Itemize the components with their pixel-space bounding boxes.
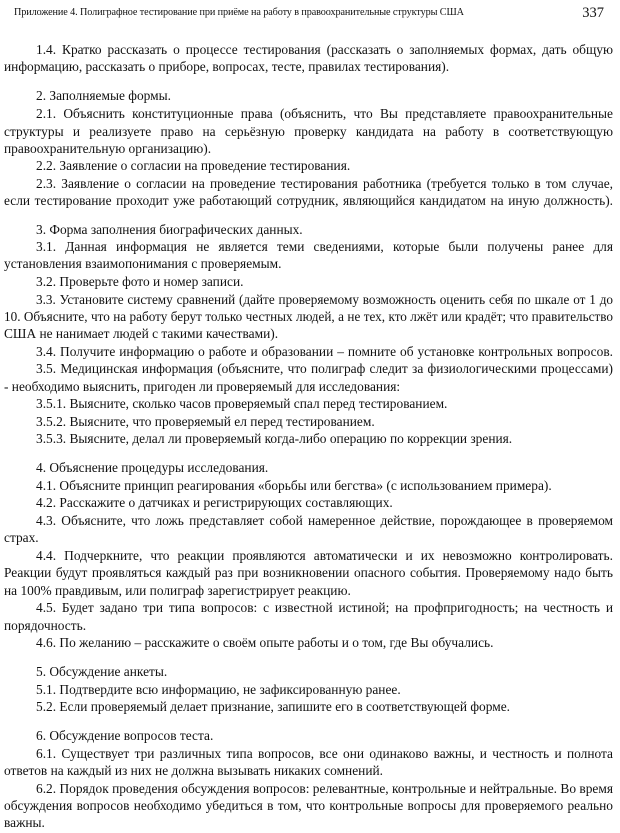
- paragraph-line: 2.3. Заявление о согласии на проведение тестирования работника (требуется только в том случае,: [36, 176, 613, 191]
- section-heading: 5. Обсуждение анкеты.: [36, 664, 168, 679]
- paragraph-line: США не нанимает людей с такими качествами).: [4, 326, 279, 341]
- paragraph-line: 3.2. Проверьте фото и номер записи.: [36, 274, 244, 289]
- paragraph-line: 4.5. Будет задано три типа вопросов: с известной истиной; на профпригодность; на честность и: [36, 600, 613, 615]
- paragraph-line: важны.: [4, 815, 45, 830]
- paragraph-line: 4.1. Объясните принцип реагирования «борьбы или бегства» (с использованием примера).: [36, 478, 552, 493]
- paragraph-line: Реакции будут проявляться каждый раз при возникновении опасного события. Проверяемому надо быть: [4, 565, 613, 580]
- paragraph-line: 2.2. Заявление о согласии на проведение тестирования.: [36, 158, 351, 173]
- paragraph-line: 3.5. Медицинская информация (объясните, что полиграф следит за физиологическими процессами): [36, 361, 613, 376]
- paragraph-line: 5.2. Если проверяемый делает признание, запишите его в соответствующей форме.: [36, 699, 510, 714]
- paragraph-line: 3.3. Установите систему сравнений (дайте проверяемому возможность оценить себя по шкале от 1 до: [36, 292, 613, 307]
- paragraph-line: структуры и реализуете право на серьёзную проверку кандидата на работу в соответствующую: [4, 124, 613, 139]
- paragraph-line: 6.1. Существует три различных типа вопросов, все они одинаково важны, и честность и полнота: [36, 746, 613, 761]
- paragraph-line: - необходимо выяснить, пригоден ли проверяемый для исследования:: [4, 379, 401, 394]
- paragraph-line: ответов на каждый из них не должна вызывать никаких сомнений.: [4, 763, 383, 778]
- paragraph-line: обсуждения вопросов необходимо убедиться в том, что контрольные вопросы для проверяемого реально: [4, 798, 613, 813]
- page-number: 337: [582, 5, 604, 21]
- section-heading: 6. Обсуждение вопросов теста.: [36, 728, 214, 743]
- paragraph-line: 10. Объясните, что на работу берут только честных людей, а не тех, кто лжёт или крадёт; что правительство: [4, 309, 613, 324]
- paragraph-line: 5.1. Подтвердите всю информацию, не зафиксированную ранее.: [36, 682, 401, 697]
- paragraph-line: 3.5.3. Выясните, делал ли проверяемый когда-либо операцию по коррекции зрения.: [36, 431, 513, 446]
- section-heading: 3. Форма заполнения биографических данных.: [36, 222, 303, 237]
- paragraph-line: 3.5.2. Выясните, что проверяемый ел перед тестированием.: [36, 414, 375, 429]
- paragraph-line: 4.3. Объясните, что ложь представляет собой намеренное действие, порождающее в проверяемом: [36, 513, 613, 528]
- paragraph-line: 4.4. Подчеркните, что реакции проявляются автоматически и их невозможно контролировать.: [36, 548, 613, 563]
- paragraph-line: 6.2. Порядок проведения обсуждения вопросов: релевантные, контрольные и нейтральные. Во время: [36, 781, 613, 796]
- section-heading: 2. Заполняемые формы.: [36, 88, 171, 103]
- header-title: Приложение 4. Полиграфное тестирование при приёме на работу в правоохранительные структуры США: [14, 7, 464, 18]
- paragraph-line: информацию, рассказать о приборе, вопросах, тесте, правилах тестирования).: [4, 59, 450, 74]
- paragraph-line: страх.: [4, 530, 39, 545]
- paragraph-line: 4.6. По желанию – расскажите о своём опыте работы и о том, где Вы обучались.: [36, 635, 494, 650]
- paragraph-line: установления взаимопонимания с проверяемым.: [4, 256, 282, 271]
- running-header: [0, 4, 620, 26]
- paragraph-line: 2.1. Объяснить конституционные права (объяснить, что Вы представляете правоохранительные: [36, 106, 613, 121]
- paragraph-line: 4.2. Расскажите о датчиках и регистрирующих составляющих.: [36, 495, 393, 510]
- paragraph-line: 3.1. Данная информация не является теми сведениями, которые были получены ранее для: [36, 239, 613, 254]
- paragraph-line: если тестирование проходит уже работающий сотрудник, являющийся кандидатом на иную должность).: [4, 193, 613, 208]
- paragraph-line: на 100% правдивым, или полиграф зарегистрирует реакцию.: [4, 583, 351, 598]
- section-heading: 4. Объяснение процедуры исследования.: [36, 460, 269, 475]
- paragraph-line: 3.4. Получите информацию о работе и образовании – помните об установке контрольных вопросов.: [36, 344, 613, 359]
- paragraph-line: 1.4. Кратко рассказать о процессе тестирования (рассказать о заполняемых формах, дать общую: [36, 42, 613, 57]
- paragraph-line: 3.5.1. Выясните, сколько часов проверяемый спал перед тестированием.: [36, 396, 448, 411]
- paragraph-line: порядочность.: [4, 618, 87, 633]
- paragraph-line: правоохранительную организацию).: [4, 141, 212, 156]
